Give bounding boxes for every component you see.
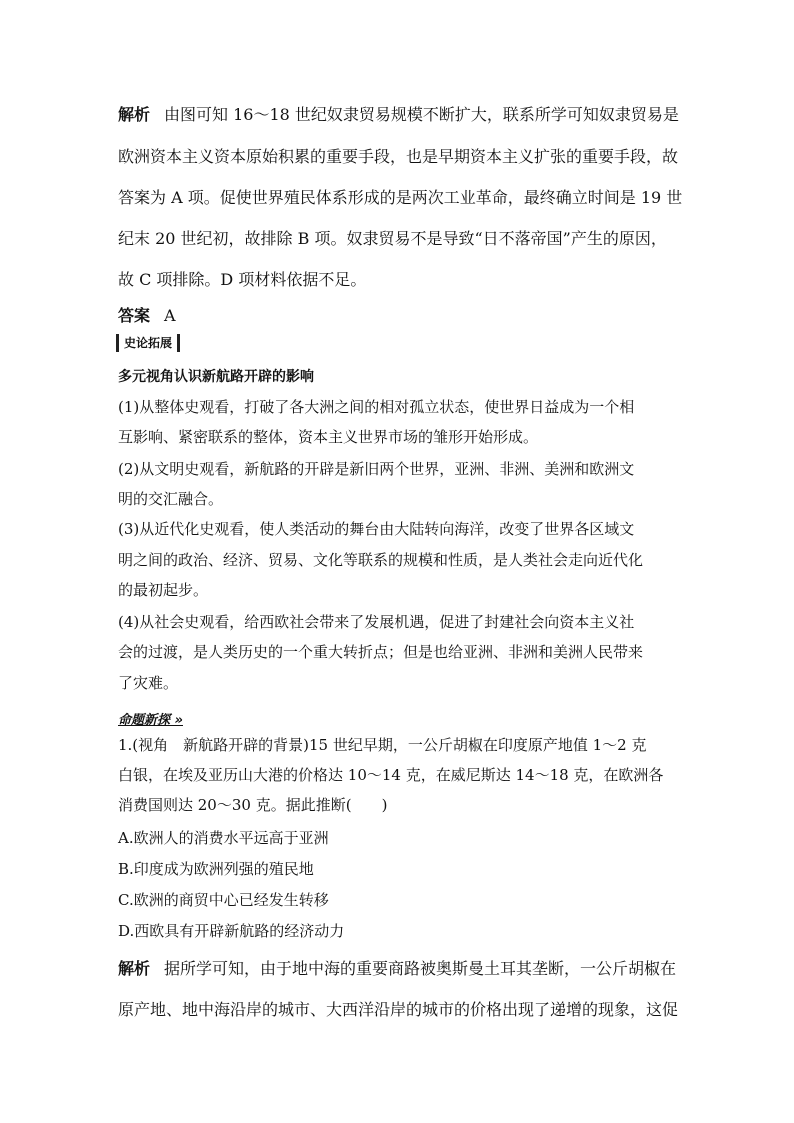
answer-value: A [164,306,176,325]
point-line: 的最初起步。 [118,581,209,599]
section-tag: 史论拓展 [116,334,180,352]
analysis-label: 解析 [118,105,151,124]
option-a: A.欧洲人的消费水平远高于亚洲 [118,829,329,847]
point-line: 明之间的政治、经济、贸易、文化等联系的规模和性质，是人类社会走向近代化 [118,551,644,569]
point-line: (2)从文明史观看，新航路的开辟是新旧两个世界，亚洲、非洲、美洲和欧洲文 [118,460,635,478]
answer-line [118,303,176,326]
analysis-line-1: 解析 由图可知 16～18 世纪奴隶贸易规模不断扩大，联系所学可知奴隶贸易是 [118,105,679,124]
point-line: 会的过渡，是人类历史的一个重大转折点；但是也给亚洲、非洲和美洲人民带来 [118,643,644,661]
analysis2-line-1: 解析 据所学可知，由于地中海的重要商路被奥斯曼土耳其垄断，一公斤胡椒在 [118,959,677,978]
analysis-line-2: 欧洲资本主义资本原始积累的重要手段，也是早期资本主义扩张的重要手段，故 [118,147,679,166]
option-c: C.欧洲的商贸中心已经发生转移 [118,891,329,909]
point-line: (3)从近代化史观看，使人类活动的舞台由大陆转向海洋，改变了世界各区域文 [118,520,635,538]
new-probe-header: 命题新探 » [118,713,183,728]
analysis-line-3: 答案为 A 项。促使世界殖民体系形成的是两次工业革命，最终确立时间是 19 世 [118,188,683,207]
point-line: 明的交汇融合。 [118,490,224,508]
analysis2-line-2: 原产地、地中海沿岸的城市、大西洋沿岸的城市的价格出现了递增的现象，这促 [118,1000,679,1019]
point-line: 互影响、紧密联系的整体，资本主义世界市场的雏形开始形成。 [118,428,539,446]
answer-label: 答案 [118,306,151,325]
analysis-line-5: 故 C 项排除。D 项材料依据不足。 [118,270,367,289]
point-line: (4)从社会史观看，给西欧社会带来了发展机遇，促进了封建社会向资本主义社 [118,613,635,631]
question-line: 1.(视角 新航路开辟的背景)15 世纪早期，一公斤胡椒在印度原产地值 1～2 克 [118,736,647,754]
option-b: B.印度成为欧洲列强的殖民地 [118,860,314,878]
analysis2-label: 解析 [118,959,151,978]
option-d: D.西欧具有开辟新航路的经济动力 [118,922,345,940]
analysis-line-4: 纪末 20 世纪初，故排除 B 项。奴隶贸易不是导致“日不落帝国”产生的原因， [118,229,667,248]
question-line: 白银，在埃及亚历山大港的价格达 10～14 克，在威尼斯达 14～18 克，在欧洲各 [118,766,664,784]
point-line: (1)从整体史观看，打破了各大洲之间的相对孤立状态，使世界日益成为一个相 [118,398,635,416]
question-line: 消费国则达 20～30 克。据此推断( ) [118,796,388,814]
section-subtitle: 多元视角认识新航路开辟的影响 [118,369,314,385]
point-line: 了灾难。 [118,674,179,692]
